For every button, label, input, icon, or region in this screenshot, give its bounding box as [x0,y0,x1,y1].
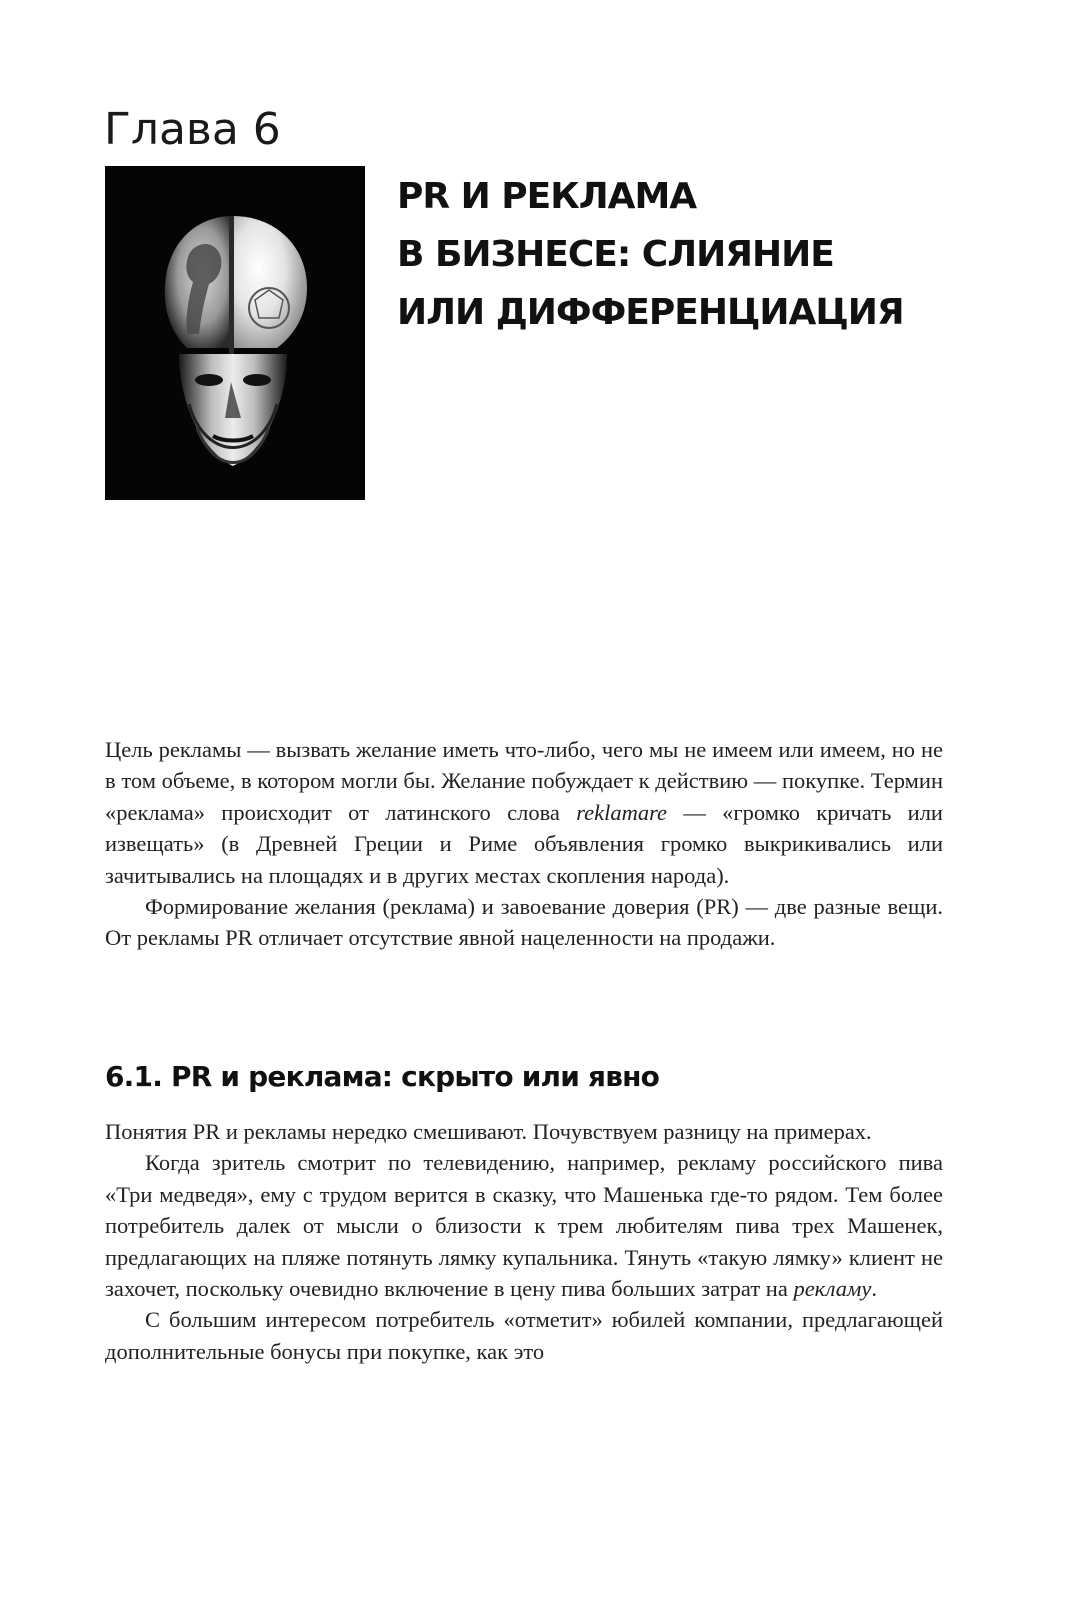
chapter-title-line: В БИЗНЕСЕ: СЛИЯНИЕ [397,234,834,275]
emphasis: рекламу [793,1276,872,1302]
chapter-intro [105,734,943,954]
section-paragraph: Когда зритель смотрит по телевидению, например, рекламу российского пива «Три медведя», ему с трудом верится в сказку, что Машенька где-то рядом. Тем более потребитель далек от мысли о близости к трем любителям пива трех Машенек, предлагающих на пляже потянуть лямку купальника. Тянуть «такую лямку» клиент не захочет, поскольку очевидно включение в цену пива больших затрат на рекламу. [105,1150,943,1302]
section-body [105,1116,943,1367]
section-heading: 6.1. PR и реклама: скрыто или явно [105,1060,660,1093]
section-paragraph: Понятия PR и рекламы нередко смешивают. Почувствуем разницу на примерах. [105,1119,872,1144]
intro-paragraph: Формирование желания (реклама) и завоевание доверия (PR) — две разные вещи. От рекламы PR отличает отсутствие явной нацеленности на продажи. [105,894,943,951]
section-paragraph: С большим интересом потребитель «отметит» юбилей компании, предлагающей дополнительные бонусы при покупке, как это [105,1307,943,1364]
chapter-title-line: PR И РЕКЛАМА [397,176,697,217]
intro-paragraph: Цель рекламы — вызвать желание иметь что-либо, чего мы не имеем или имеем, но не в том объеме, в котором могли бы. Желание побуждает к действию — покупке. Термин «реклама» происходит от латинского слова reklamare — «громко кричать или извещать» (в Древней Греции и Риме объявления громко выкрикивались или зачитывались на площадях и в других местах скопления народа). [105,737,943,888]
latin-term: reklamare [576,799,668,825]
chapter-label: Глава 6 [104,104,281,155]
surreal-head-image [105,166,365,500]
chapter-title [397,168,1037,342]
chapter-illustration [105,166,365,500]
chapter-title-line: ИЛИ ДИФФЕРЕНЦИАЦИЯ [397,292,904,333]
